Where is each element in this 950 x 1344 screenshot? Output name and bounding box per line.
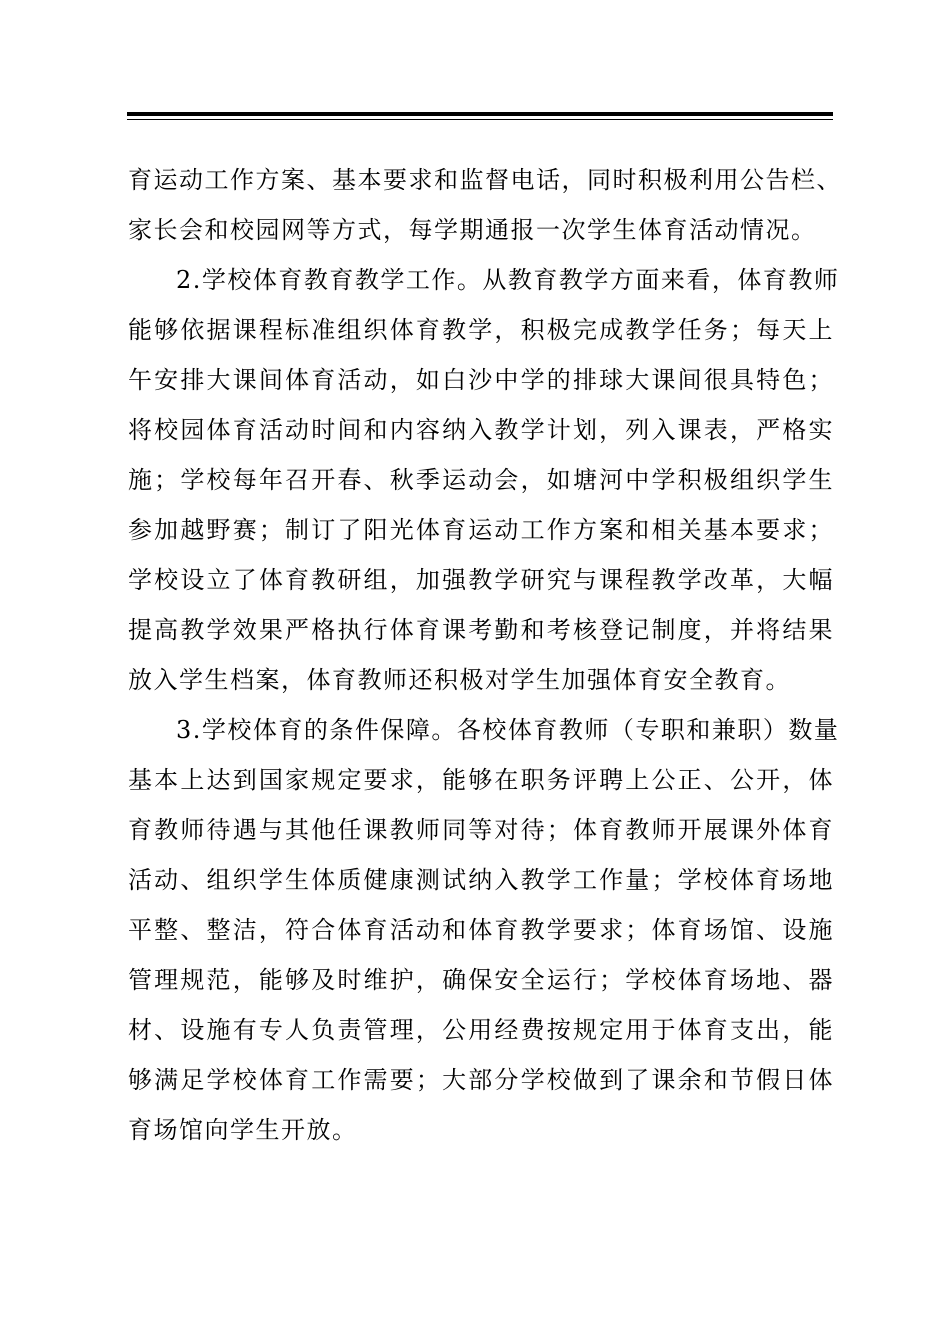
paragraph-line: 家长会和校园网等方式，每学期通报一次学生体育活动情况。 [128, 216, 817, 244]
paragraph-line: 能够依据课程标准组织体育教学，积极完成教学任务；每天上 [128, 316, 834, 344]
paragraph-line: 午安排大课间体育活动，如白沙中学的排球大课间很具特色； [128, 366, 834, 394]
paragraph-3 [128, 705, 840, 1155]
paragraph-line: 提高教学效果严格执行体育课考勤和考核登记制度，并将结果 [128, 616, 834, 644]
paragraph-line: 基本上达到国家规定要求，能够在职务评聘上公正、公开，体 [128, 766, 834, 794]
paragraph-line: 3.学校体育的条件保障。各校体育教师（专职和兼职）数量 [176, 716, 840, 744]
paragraph-line: 育教师待遇与其他任课教师同等对待；体育教师开展课外体育 [128, 816, 834, 844]
paragraph-line: 够满足学校体育工作需要；大部分学校做到了课余和节假日体 [128, 1066, 834, 1094]
header-rule-thin [127, 119, 833, 120]
paragraph-line: 活动、组织学生体质健康测试纳入教学工作量；学校体育场地 [128, 866, 834, 894]
paragraph-line: 管理规范，能够及时维护，确保安全运行；学校体育场地、器 [128, 966, 834, 994]
paragraph-line: 参加越野赛；制订了阳光体育运动工作方案和相关基本要求； [128, 516, 834, 544]
paragraph-line: 2.学校体育教育教学工作。从教育教学方面来看，体育教师 [176, 266, 840, 294]
header-rule-thick [127, 112, 833, 116]
paragraph-line: 材、设施有专人负责管理，公用经费按规定用于体育支出，能 [128, 1016, 834, 1044]
paragraph-1 [128, 155, 842, 255]
paragraph-line: 育运动工作方案、基本要求和监督电话，同时积极利用公告栏、 [128, 166, 842, 194]
paragraph-2 [128, 255, 840, 705]
document-body [128, 155, 842, 1155]
paragraph-line: 学校设立了体育教研组，加强教学研究与课程教学改革，大幅 [128, 566, 834, 594]
paragraph-line: 平整、整洁，符合体育活动和体育教学要求；体育场馆、设施 [128, 916, 834, 944]
paragraph-line: 育场馆向学生开放。 [128, 1116, 358, 1144]
paragraph-line: 施；学校每年召开春、秋季运动会，如塘河中学积极组织学生 [128, 466, 834, 494]
paragraph-line: 放入学生档案，体育教师还积极对学生加强体育安全教育。 [128, 666, 791, 694]
paragraph-line: 将校园体育活动时间和内容纳入教学计划，列入课表，严格实 [128, 416, 834, 444]
